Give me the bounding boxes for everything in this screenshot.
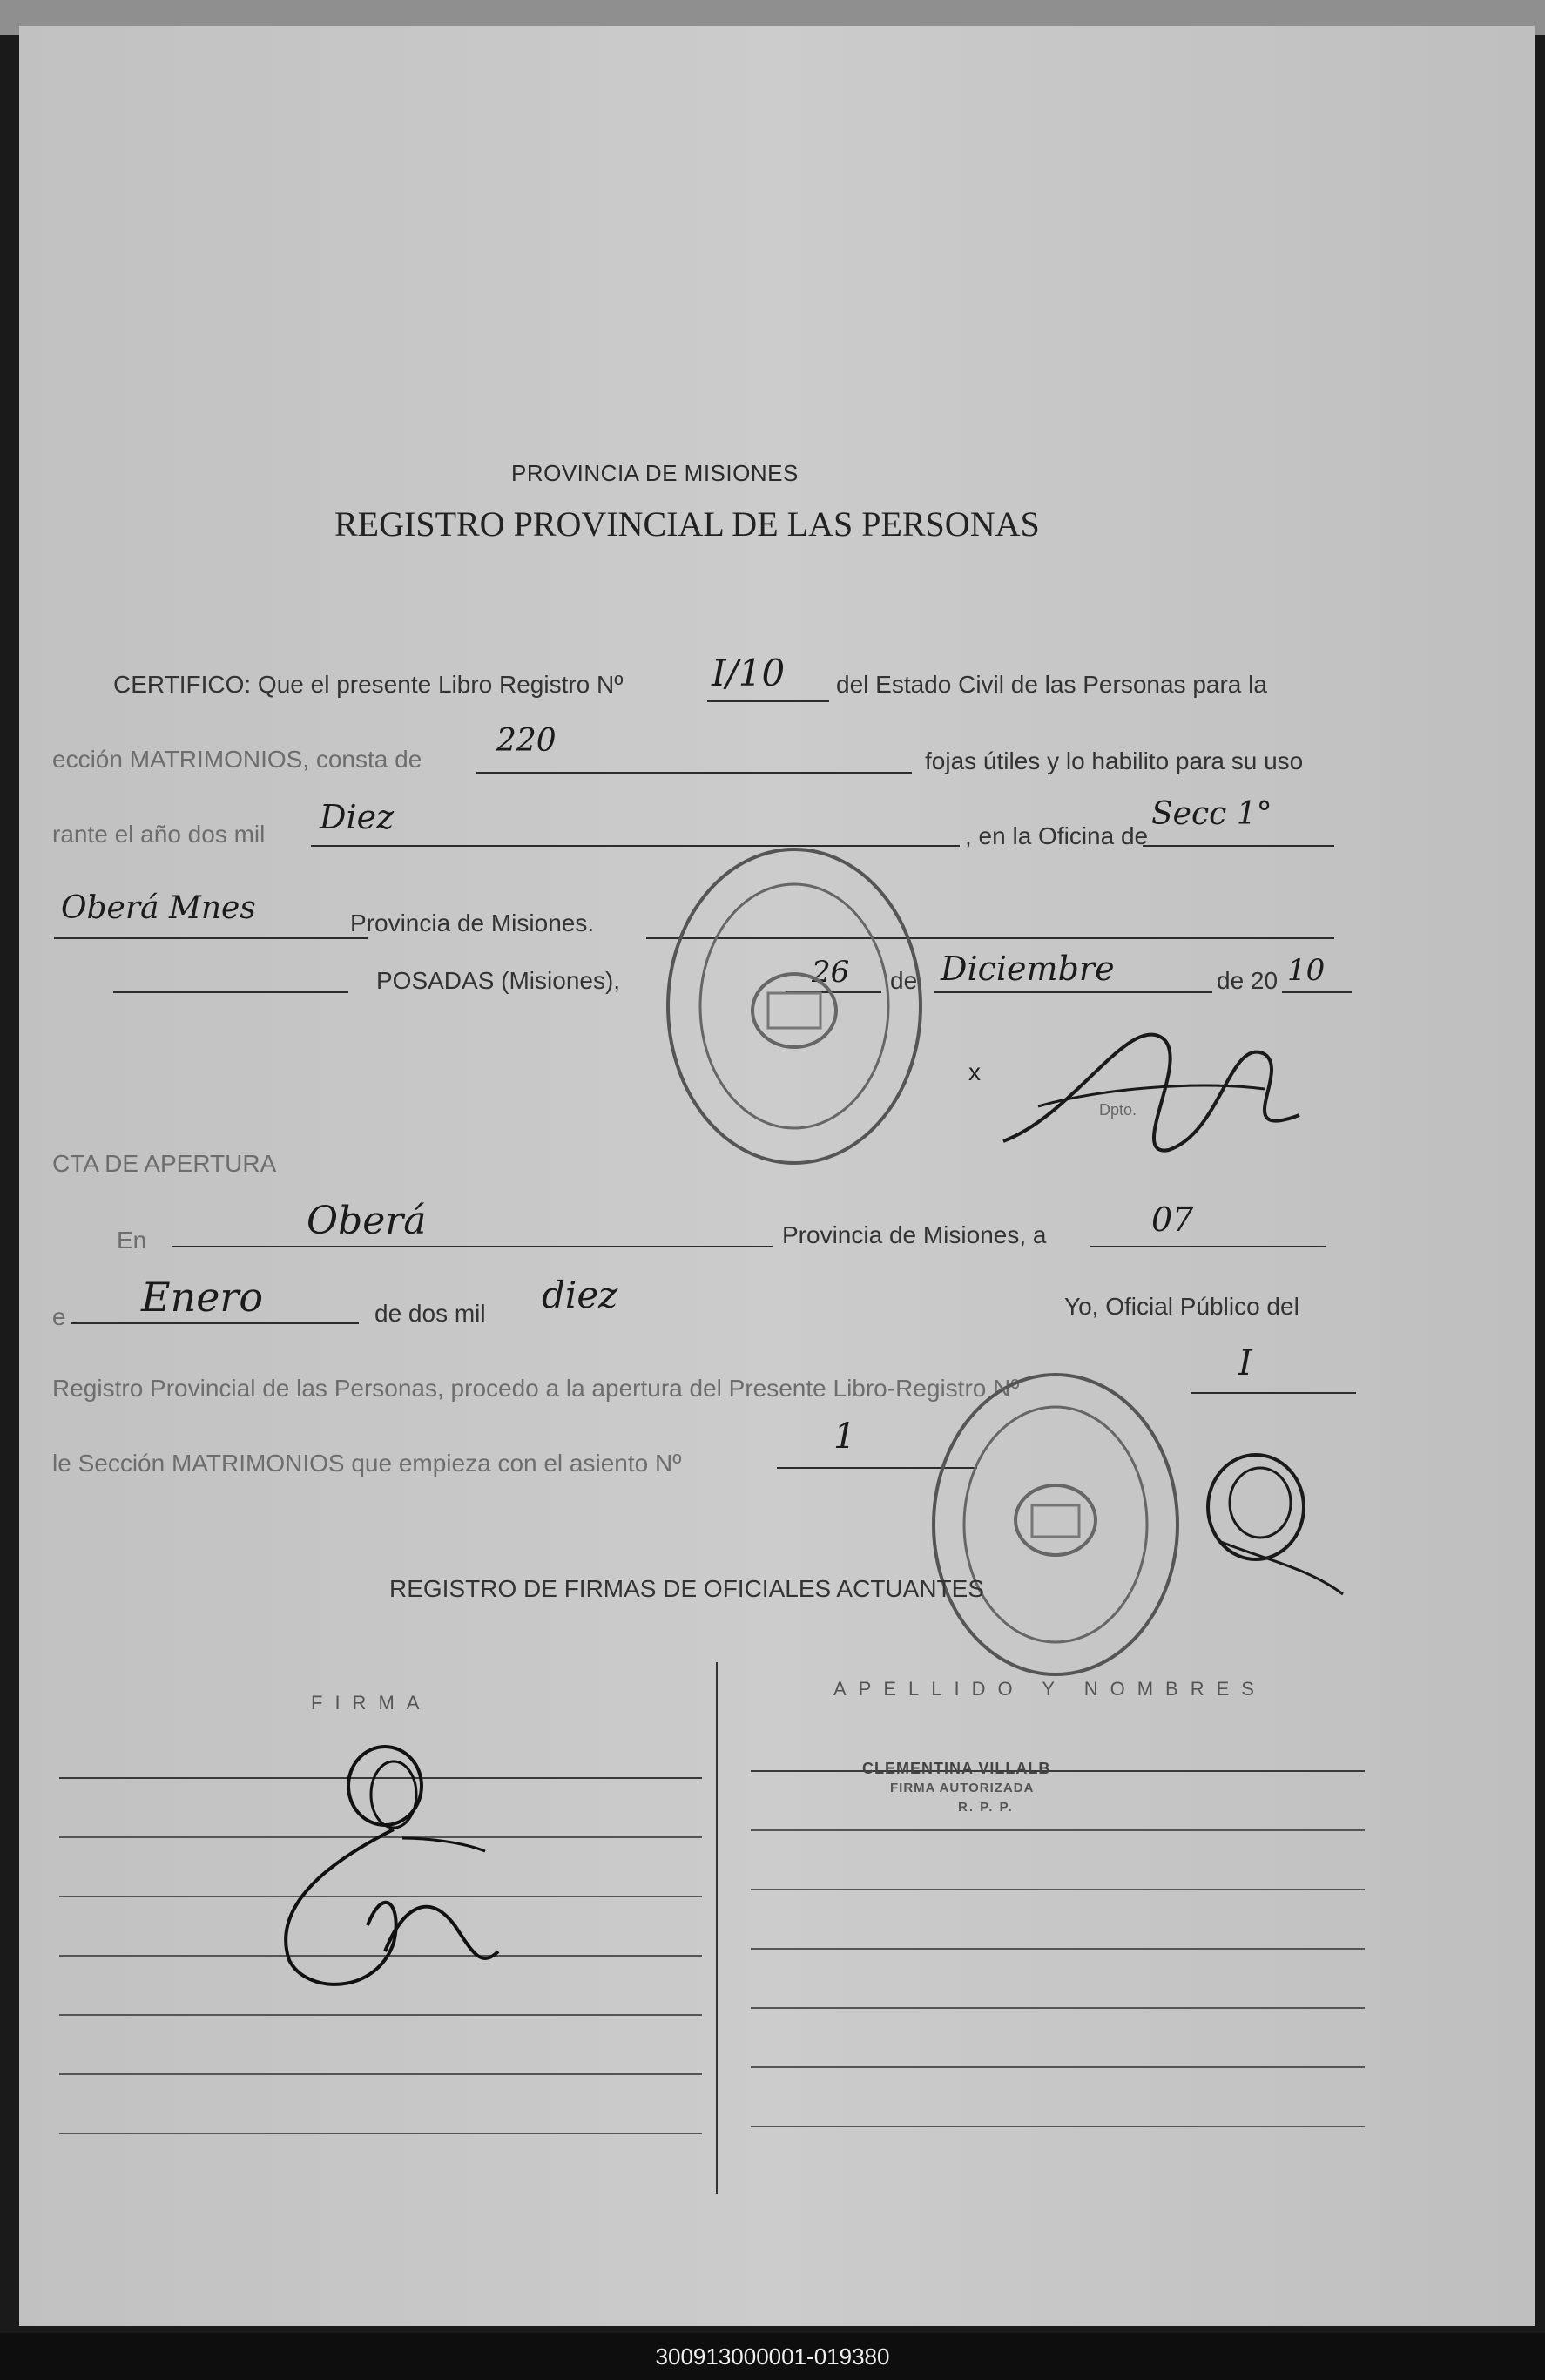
cert-year-words: Diez (320, 798, 395, 836)
small-cross-mark: x (968, 1058, 981, 1085)
cert-folios: 220 (496, 723, 557, 759)
province-title: PROVINCIA DE MISIONES (511, 460, 799, 486)
opening-month: Enero (141, 1274, 264, 1321)
cert-line3-suffix: , en la Oficina de (965, 822, 1149, 849)
cert-year-prefix: de 20 (1217, 967, 1279, 994)
cert-place-line (54, 937, 368, 939)
cert-line1-prefix: CERTIFICO: Que el presente Libro Registro Nº (113, 671, 624, 698)
right-rule-2 (751, 1829, 1365, 1831)
official-seal-stamp-2 (921, 1359, 1191, 1690)
names-stamp-title: FIRMA AUTORIZADA (890, 1781, 1035, 1795)
cert-office: Secc 1° (1151, 796, 1272, 832)
opening-de-dos-mil: de dos mil (374, 1300, 486, 1327)
cert-line4-suffix: Provincia de Misiones. (350, 909, 595, 936)
cert-line3-prefix: rante el año dos mil (52, 821, 266, 848)
cert-office-line (1143, 845, 1334, 847)
right-rule-1 (751, 1770, 1365, 1772)
opening-place: Oberá (307, 1199, 427, 1243)
opening-day: 07 (1151, 1200, 1194, 1239)
cert-line2-suffix: fojas útiles y lo habilito para su uso (925, 747, 1304, 774)
right-rule-3 (751, 1889, 1365, 1890)
opening-book-line (1191, 1392, 1356, 1394)
signature-scribble-3 (254, 1734, 516, 2021)
opening-month-line (71, 1322, 359, 1324)
col-names-header: APELLIDO Y NOMBRES (833, 1678, 1266, 1700)
cert-year-suffix: 10 (1287, 953, 1326, 988)
cert-line2-prefix: ección MATRIMONIOS, consta de (52, 746, 422, 773)
opening-heading: CTA DE APERTURA (52, 1150, 277, 1177)
right-rule-5 (751, 2007, 1365, 2009)
cert-line1-suffix: del Estado Civil de las Personas para la (836, 671, 1267, 698)
cert-day: 26 (812, 955, 850, 990)
opening-line-section: le Sección MATRIMONIOS que empieza con el asiento Nº (52, 1450, 682, 1477)
opening-year-words: diez (542, 1274, 618, 1316)
official-seal-stamp (659, 836, 929, 1176)
right-rule-7 (751, 2126, 1365, 2127)
opening-book-number: I (1238, 1343, 1252, 1383)
cert-book-line (707, 700, 829, 702)
names-stamp-org: R. P. P. (958, 1800, 1014, 1815)
signature-scribble-1 (968, 984, 1317, 1193)
cert-office-place: Oberá Mnes (61, 890, 256, 926)
svg-text:Dpto.: Dpto. (1099, 1101, 1137, 1119)
cert-folios-line (476, 772, 912, 774)
cert-de: de (890, 967, 918, 994)
document-page (19, 26, 1535, 2326)
opening-line-registry: Registro Provincial de las Personas, procedo a la apertura del Presente Libro-Registro Nº (52, 1375, 1020, 1402)
col-signature-header: FIRMA (311, 1692, 432, 1714)
right-rule-4 (751, 1948, 1365, 1950)
names-stamp-name: CLEMENTINA VILLALB (862, 1760, 1051, 1777)
cert-book-number: I/10 (712, 652, 786, 694)
cert-date-leading-line (113, 991, 348, 993)
opening-official: Yo, Oficial Público del (1064, 1293, 1299, 1320)
right-rule-6 (751, 2066, 1365, 2068)
left-rule-7 (59, 2133, 702, 2134)
cert-month: Diciembre (941, 950, 1115, 988)
opening-place-line (172, 1246, 772, 1247)
opening-province-text: Provincia de Misiones, a (782, 1221, 1047, 1248)
opening-day-line (1090, 1246, 1326, 1247)
opening-en: En (117, 1227, 147, 1254)
registry-title: REGISTRO PROVINCIAL DE LAS PERSONAS (334, 504, 1040, 544)
column-divider (716, 1662, 718, 2194)
left-rule-6 (59, 2073, 702, 2075)
document-id-footer: 300913000001-019380 (0, 2333, 1545, 2380)
signatures-heading: REGISTRO DE FIRMAS DE OFICIALES ACTUANTES (389, 1575, 984, 1602)
cert-city: POSADAS (Misiones), (376, 967, 621, 994)
opening-e: e (52, 1303, 66, 1330)
opening-entry-number: 1 (833, 1417, 856, 1457)
signature-scribble-2 (1186, 1437, 1360, 1603)
